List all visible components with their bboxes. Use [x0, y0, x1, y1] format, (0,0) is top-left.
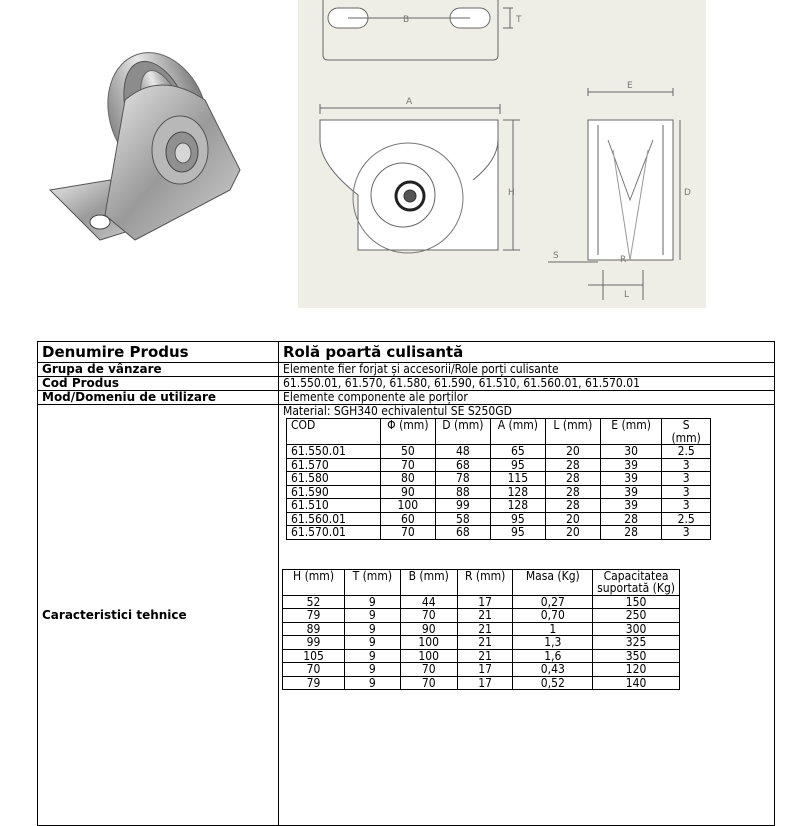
sales-group-label: Grupa de vânzare	[38, 363, 279, 377]
table-cell: 95	[490, 458, 545, 472]
product-photo	[40, 40, 270, 260]
table-cell: 250	[593, 609, 680, 623]
table-row	[283, 649, 680, 663]
table-cell: 105	[283, 649, 345, 663]
dim-label-a: A	[406, 97, 413, 107]
table-cell: 100	[400, 649, 457, 663]
table-cell: 88	[435, 485, 490, 499]
table-cell: 128	[490, 499, 545, 513]
table-cell: 44	[400, 595, 457, 609]
table-row	[287, 445, 711, 459]
table-header-cell: COD	[287, 419, 381, 445]
table-cell: 39	[600, 472, 661, 486]
table-cell: 28	[600, 526, 661, 540]
table-cell: 61.570	[287, 458, 381, 472]
product-code-label: Cod Produs	[38, 377, 279, 391]
table-header-cell: E (mm)	[600, 419, 661, 445]
table-row	[283, 595, 680, 609]
table-row	[283, 636, 680, 650]
table-cell: 9	[345, 676, 400, 690]
table-cell: 17	[457, 676, 512, 690]
table-cell: 120	[593, 663, 680, 677]
table-cell: 30	[600, 445, 661, 459]
table-cell: 9	[345, 609, 400, 623]
table-row	[283, 676, 680, 690]
spec-row	[38, 391, 775, 405]
table-cell: 21	[457, 622, 512, 636]
table-cell: 21	[457, 609, 512, 623]
table-cell: 52	[283, 595, 345, 609]
table-header-cell: H (mm)	[283, 569, 345, 595]
table-cell: 9	[345, 636, 400, 650]
table-header-cell: S (mm)	[662, 419, 711, 445]
table-header-cell: Φ (mm)	[380, 419, 435, 445]
table-cell: 68	[435, 458, 490, 472]
technical-drawing	[298, 0, 706, 308]
table-cell: 61.560.01	[287, 512, 381, 526]
dimensions-table	[286, 418, 711, 540]
table-cell: 95	[490, 512, 545, 526]
spec-table	[37, 341, 775, 826]
table-row	[287, 485, 711, 499]
table-row	[287, 512, 711, 526]
characteristics-label: Caracteristici tehnice	[38, 405, 279, 826]
material-text: Material: SGH340 echivalentul SE S250GD	[283, 404, 512, 418]
table-row	[283, 663, 680, 677]
table-cell: 39	[600, 458, 661, 472]
table-row	[287, 458, 711, 472]
table-cell: 90	[380, 485, 435, 499]
product-name-value: Rolă poartă culisantă	[279, 342, 775, 363]
table-row	[287, 526, 711, 540]
table-cell: 79	[283, 676, 345, 690]
table-cell: 100	[380, 499, 435, 513]
table-cell: 2.5	[662, 445, 711, 459]
table-cell: 90	[400, 622, 457, 636]
table-header-cell: R (mm)	[457, 569, 512, 595]
usage-label: Mod/Domeniu de utilizare	[38, 391, 279, 405]
table-row	[287, 472, 711, 486]
table-cell: 61.570.01	[287, 526, 381, 540]
sales-group-value: Elemente fier forjat și accesorii/Role porți culisante	[279, 363, 775, 377]
table-cell: 28	[545, 499, 600, 513]
dim-label-s: S	[553, 251, 559, 261]
table-cell: 68	[435, 526, 490, 540]
table-cell: 20	[545, 512, 600, 526]
table-cell: 70	[380, 458, 435, 472]
spec-row	[38, 377, 775, 391]
table-cell: 99	[435, 499, 490, 513]
table-cell: 3	[662, 458, 711, 472]
table-row	[287, 499, 711, 513]
dim-label-t: T	[516, 15, 522, 25]
table-cell: 0,27	[513, 595, 593, 609]
table-cell: 39	[600, 499, 661, 513]
table-cell: 350	[593, 649, 680, 663]
table-cell: 3	[662, 485, 711, 499]
table-header-cell: D (mm)	[435, 419, 490, 445]
table-cell: 39	[600, 485, 661, 499]
table-cell: 115	[490, 472, 545, 486]
table-header-cell: B (mm)	[400, 569, 457, 595]
table-cell: 28	[545, 485, 600, 499]
table-cell: 128	[490, 485, 545, 499]
table-cell: 89	[283, 622, 345, 636]
table-cell: 21	[457, 636, 512, 650]
table-cell: 325	[593, 636, 680, 650]
dim-label-l: L	[624, 290, 630, 300]
usage-value: Elemente componente ale porților	[279, 391, 775, 405]
dim-label-r: R	[620, 255, 627, 265]
table-cell: 99	[283, 636, 345, 650]
table-cell: 9	[345, 663, 400, 677]
table-cell: 1,3	[513, 636, 593, 650]
table-cell: 61.590	[287, 485, 381, 499]
table-cell: 28	[545, 472, 600, 486]
table-cell: 0,70	[513, 609, 593, 623]
table-cell: 79	[283, 609, 345, 623]
table-cell: 95	[490, 526, 545, 540]
table-cell: 78	[435, 472, 490, 486]
table-cell: 21	[457, 649, 512, 663]
table-cell: 1,6	[513, 649, 593, 663]
table-cell: 3	[662, 472, 711, 486]
table-cell: 9	[345, 622, 400, 636]
spec-header-row	[38, 342, 775, 363]
table-cell: 100	[400, 636, 457, 650]
table-cell: 20	[545, 445, 600, 459]
table-row	[283, 622, 680, 636]
table-cell: 61.550.01	[287, 445, 381, 459]
characteristics-cell	[279, 405, 775, 826]
dim-label-e: E	[627, 81, 633, 91]
table-cell: 3	[662, 499, 711, 513]
table-header-cell: T (mm)	[345, 569, 400, 595]
table-cell: 17	[457, 663, 512, 677]
table-cell: 0,43	[513, 663, 593, 677]
table-cell: 70	[380, 526, 435, 540]
table-cell: 17	[457, 595, 512, 609]
table-cell: 65	[490, 445, 545, 459]
table-cell: 0,52	[513, 676, 593, 690]
table-cell: 70	[400, 676, 457, 690]
table-cell: 70	[400, 663, 457, 677]
table-cell: 58	[435, 512, 490, 526]
table-cell: 9	[345, 595, 400, 609]
table-header-cell: A (mm)	[490, 419, 545, 445]
table-cell: 1	[513, 622, 593, 636]
table-cell: 50	[380, 445, 435, 459]
spec-row-characteristics	[38, 405, 775, 826]
table-header-cell: Capacitatea suportată (Kg)	[593, 569, 680, 595]
table-cell: 61.580	[287, 472, 381, 486]
table-cell: 3	[662, 526, 711, 540]
table-cell: 70	[400, 609, 457, 623]
table-cell: 28	[545, 458, 600, 472]
table-header-cell: L (mm)	[545, 419, 600, 445]
table-cell: 48	[435, 445, 490, 459]
dim-label-d: D	[684, 188, 691, 198]
table-cell: 60	[380, 512, 435, 526]
table-cell: 70	[283, 663, 345, 677]
dim-label-h: H	[508, 188, 515, 198]
table-cell: 20	[545, 526, 600, 540]
spec-row	[38, 363, 775, 377]
table-cell: 9	[345, 649, 400, 663]
table-cell: 61.510	[287, 499, 381, 513]
dim-label-b: B	[403, 15, 410, 25]
table-row	[283, 609, 680, 623]
product-name-label: Denumire Produs	[38, 342, 279, 363]
table-cell: 140	[593, 676, 680, 690]
product-code-value: 61.550.01, 61.570, 61.580, 61.590, 61.510, 61.560.01, 61.570.01	[279, 377, 775, 391]
capacity-table	[282, 569, 680, 691]
table-cell: 300	[593, 622, 680, 636]
table-cell: 28	[600, 512, 661, 526]
table-header-cell: Masa (Kg)	[513, 569, 593, 595]
table-cell: 2.5	[662, 512, 711, 526]
table-cell: 80	[380, 472, 435, 486]
table-cell: 150	[593, 595, 680, 609]
